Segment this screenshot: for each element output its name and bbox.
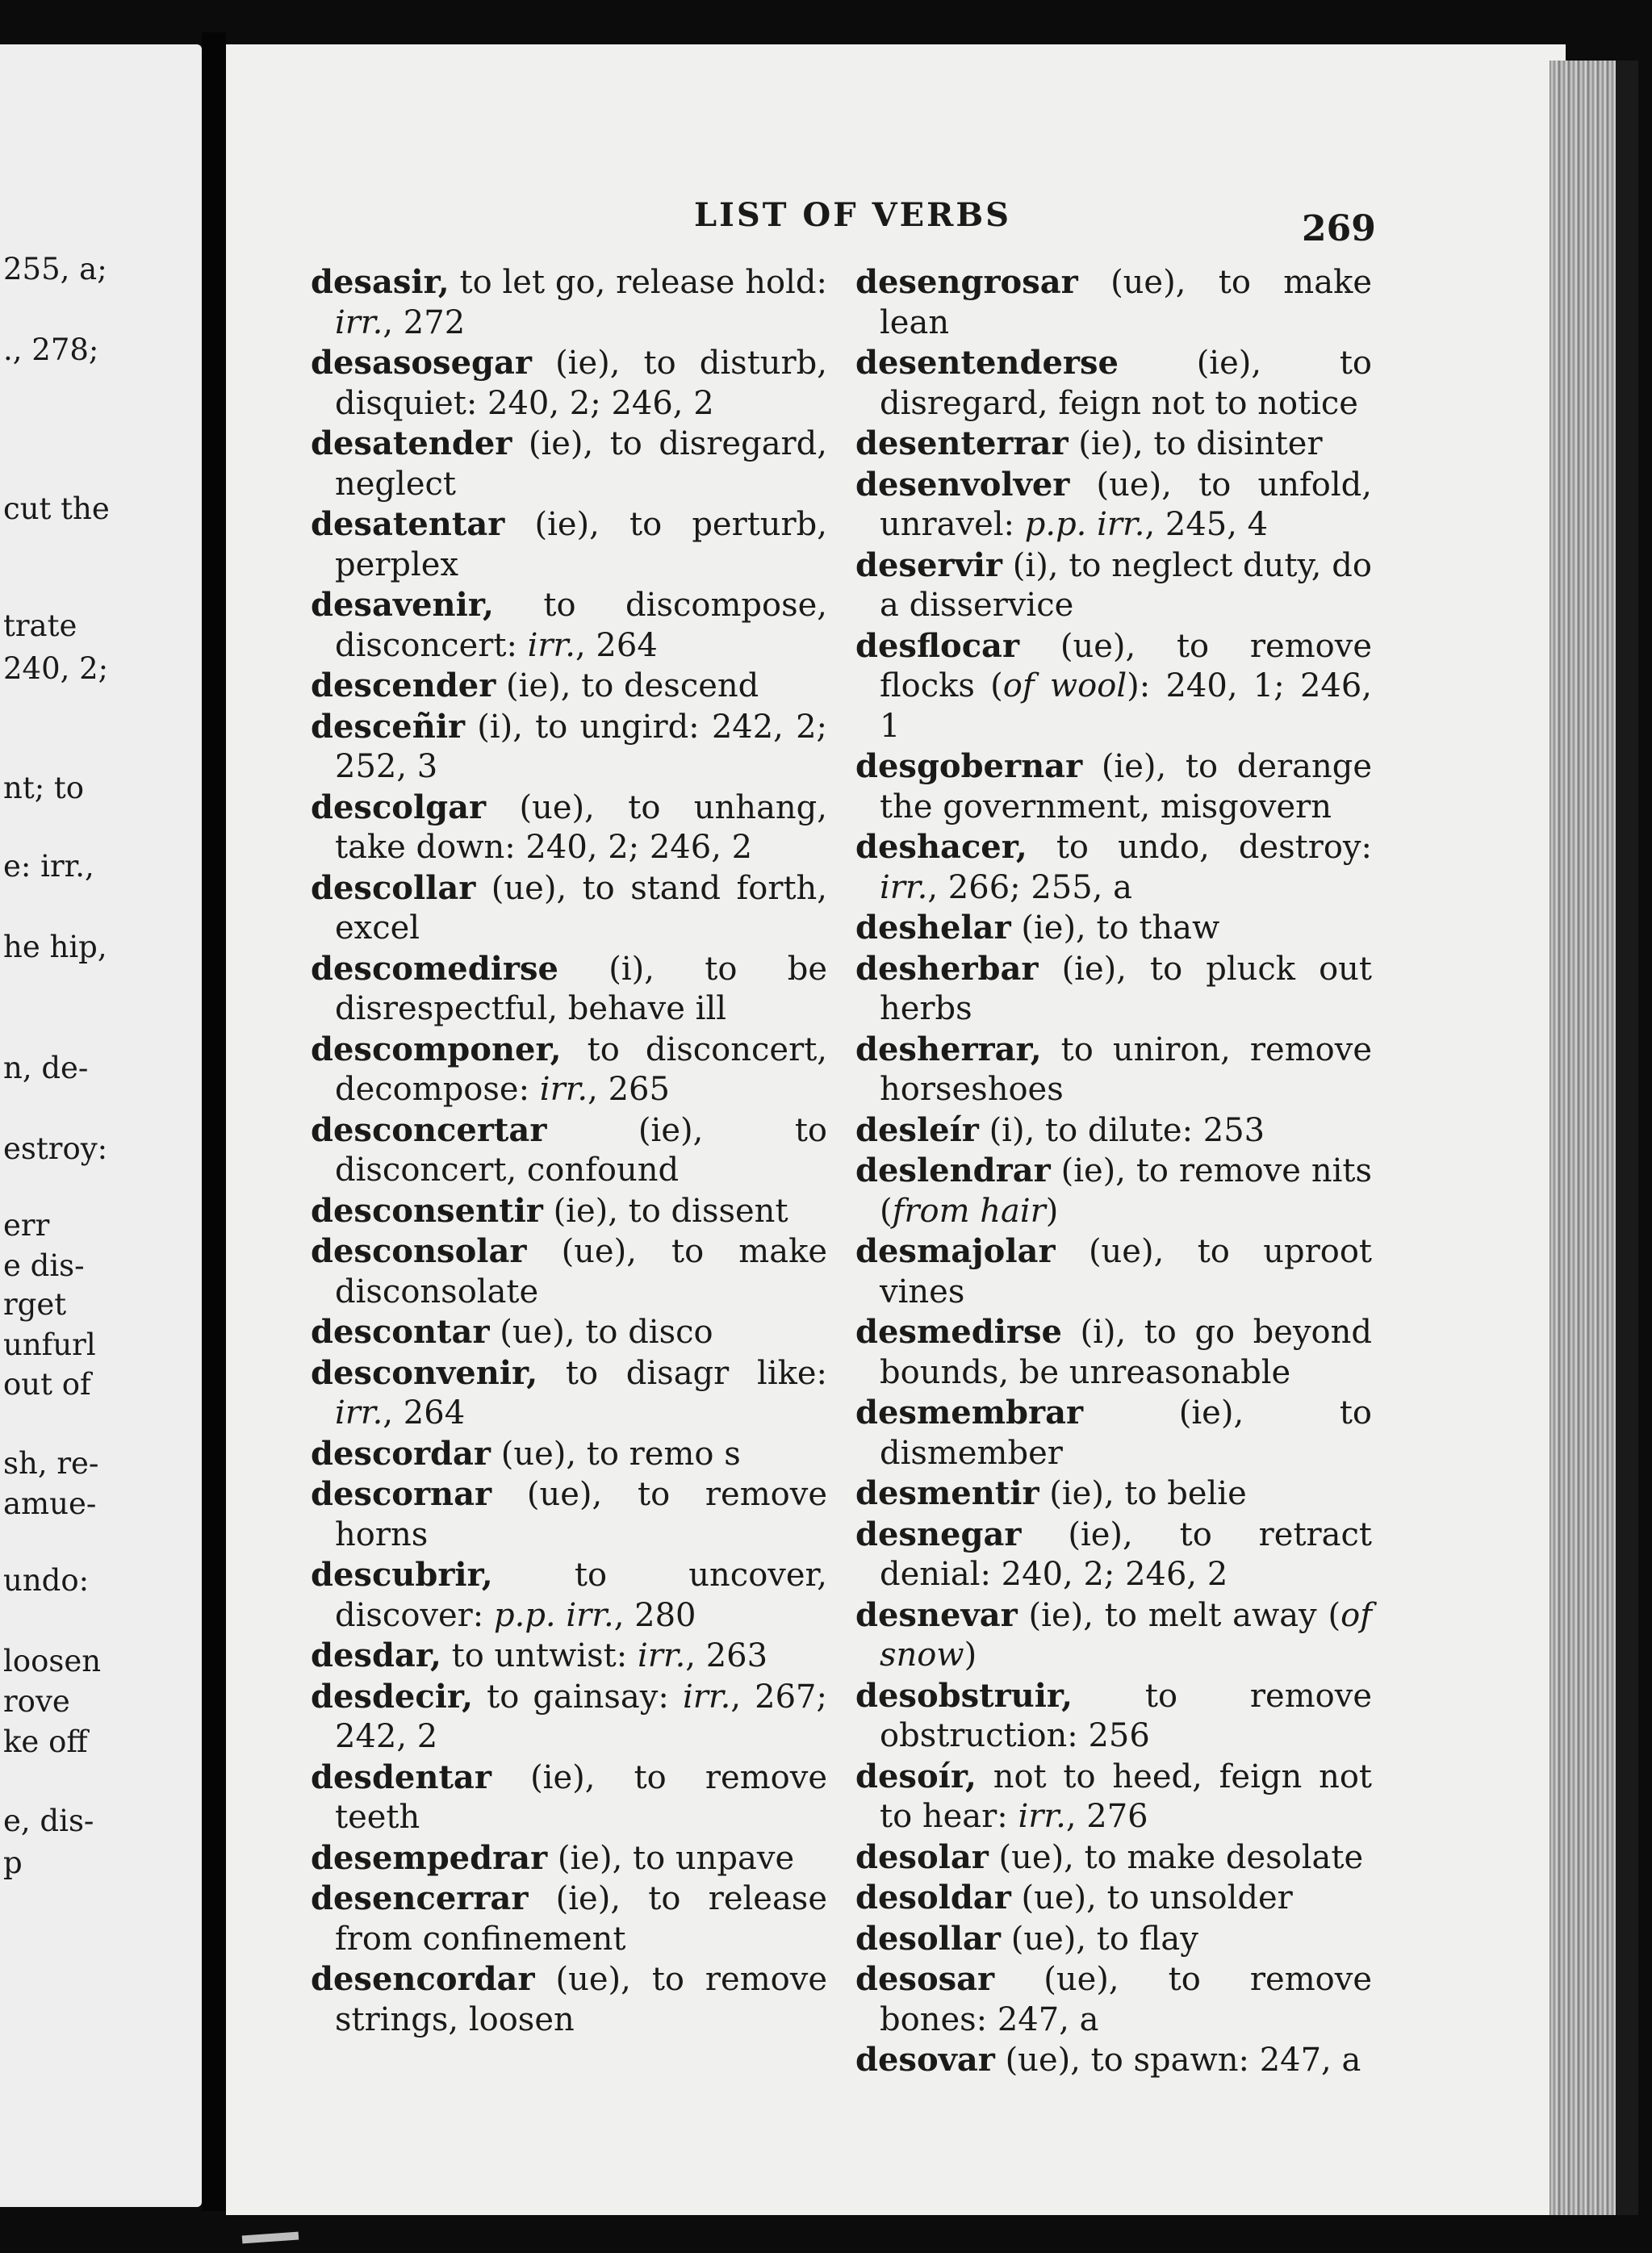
verb-headword: descontar — [311, 1313, 490, 1351]
verb-definition: (ue), to unhang, take down: 240, 2; 246, 2 — [335, 788, 827, 866]
verb-definition: (ie), to disinter — [1068, 425, 1323, 462]
verb-reference: , 264 — [575, 626, 658, 664]
facing-page-fragment: p — [3, 1845, 23, 1880]
verb-definition: to gainsay: — [473, 1678, 683, 1716]
verb-definition: (ue), to remove horns — [335, 1476, 827, 1553]
verb-definition: (ue), to stand forth, excel — [335, 869, 827, 947]
verb-entry — [311, 1555, 827, 1636]
verb-headword: desmembrar — [855, 1394, 1084, 1432]
verb-definition: (i), to dilute: 253 — [978, 1111, 1265, 1149]
verb-headword: desoír, — [855, 1757, 977, 1795]
verb-headword: descomedirse — [311, 949, 558, 988]
page-edges — [1550, 61, 1638, 2215]
verb-entry — [855, 1393, 1372, 1473]
verb-headword: desatentar — [311, 505, 505, 543]
verb-headword: desengrosar — [855, 263, 1078, 301]
verb-definition: (ie), to dismember — [880, 1394, 1372, 1472]
verb-headword: desentenderse — [855, 344, 1119, 382]
verb-definition: (i), to neglect duty, do a disservice — [880, 546, 1372, 624]
verb-headword: desleír — [855, 1110, 979, 1149]
verb-headword: deshacer, — [855, 828, 1027, 866]
verb-entry — [311, 343, 827, 424]
entries-column-right — [855, 262, 1372, 2081]
verb-headword: desconsentir — [311, 1191, 543, 1230]
verb-entry — [855, 1959, 1372, 2040]
verb-headword: descornar — [311, 1475, 492, 1513]
verb-reference: , 267; 242, 2 — [335, 1678, 827, 1755]
facing-page-fragment: undo: — [3, 1563, 90, 1598]
verb-entry — [855, 1878, 1372, 1919]
verb-entry — [311, 1959, 827, 2040]
verb-entry — [311, 1434, 827, 1475]
verb-definition: to uncover, discover: — [335, 1557, 827, 1634]
verb-entry — [311, 868, 827, 949]
verb-reference: , 264 — [383, 1394, 466, 1432]
verb-note: irr. — [335, 1394, 383, 1432]
verb-definition: to undo, destroy: — [1027, 829, 1372, 866]
verb-entry — [311, 788, 827, 868]
verb-definition: to disagr like: — [537, 1354, 827, 1392]
verb-entry — [311, 1312, 827, 1353]
verb-entry — [855, 545, 1372, 626]
verb-entry — [855, 1515, 1372, 1595]
verb-definition: (ie), to retract denial: 240, 2; 246, 2 — [880, 1515, 1372, 1593]
verb-entry — [311, 1353, 827, 1434]
verb-entry — [311, 1474, 827, 1555]
verb-entry — [311, 1030, 827, 1110]
verb-headword: descender — [311, 667, 496, 704]
verb-entry — [855, 424, 1372, 465]
verb-headword: deservir — [855, 545, 1002, 584]
verb-entry — [855, 1757, 1372, 1837]
verb-note: from hair — [892, 1192, 1046, 1230]
verb-definition: (ue), to flay — [1001, 1920, 1198, 1958]
verb-definition: (ie), to remove nits ( — [880, 1152, 1372, 1230]
verb-entry — [311, 504, 827, 585]
verb-headword: desavenir, — [311, 586, 494, 624]
facing-page-fragment: err — [3, 1208, 50, 1243]
verb-note: of wool — [1002, 667, 1127, 704]
verb-note: p.p. irr. — [494, 1596, 614, 1634]
verb-reference: , 280 — [613, 1596, 696, 1634]
verb-definition: (ue), to remove strings, loosen — [335, 1961, 827, 2038]
verb-entry — [855, 465, 1372, 545]
facing-page-fragment: loosen — [3, 1644, 102, 1678]
verb-headword: desenvolver — [855, 465, 1070, 504]
verb-definition: (ie), to disregard, feign not to notice — [880, 345, 1372, 422]
verb-entry — [855, 1030, 1372, 1110]
verb-definition: (ue), to disco — [489, 1314, 713, 1351]
verb-definition: (i), to ungird: 242, 2; 252, 3 — [335, 708, 827, 785]
verb-definition: (i), to be disrespectful, behave ill — [335, 950, 827, 1027]
verb-entry — [311, 262, 827, 343]
facing-page-fragment: ke off — [3, 1724, 88, 1759]
verb-headword: descolgar — [311, 788, 487, 826]
verb-reference: , 265 — [588, 1071, 670, 1108]
verb-entry — [311, 1191, 827, 1232]
verb-reference: , 272 — [383, 303, 466, 341]
verb-definition: (ie), to disturb, disquiet: 240, 2; 246, 2 — [335, 345, 827, 422]
facing-page-fragment: trate — [3, 608, 77, 643]
verb-headword: desdecir, — [311, 1677, 473, 1716]
facing-page-fragment: n, de- — [3, 1051, 89, 1085]
verb-headword: descordar — [311, 1434, 491, 1473]
verb-headword: desempedrar — [311, 1838, 548, 1877]
verb-note: of snow — [880, 1596, 1372, 1674]
verb-entry — [311, 1110, 827, 1191]
facing-page-fragment: amue- — [3, 1486, 97, 1521]
verb-definition: (ie), to dissent — [542, 1192, 788, 1230]
verb-definition: (ue), to remo s — [491, 1435, 741, 1473]
verb-headword: deshelar — [855, 909, 1011, 947]
verb-entry — [311, 1636, 827, 1677]
verb-definition: (ie), to disregard, neglect — [335, 425, 827, 503]
verb-headword: desconcertar — [311, 1110, 547, 1149]
verb-definition: (ie), to derange the government, misgovern — [880, 748, 1372, 826]
verb-definition: (ue), to spawn: 247, a — [994, 2042, 1361, 2079]
verb-definition: to discompose, disconcert: — [335, 587, 827, 664]
facing-page-fragment: he hip, — [3, 930, 107, 964]
verb-definition: to disconcert, decompose: — [335, 1030, 827, 1108]
verb-entry — [855, 1837, 1372, 1879]
facing-page-fragment: unfurl — [3, 1327, 96, 1362]
verb-definition: (ie), to perturb, perplex — [335, 506, 827, 583]
verb-entry — [855, 1110, 1372, 1152]
verb-entry — [855, 1595, 1372, 1676]
verb-entry — [311, 1758, 827, 1838]
verb-headword: desencerrar — [311, 1879, 529, 1917]
verb-definition: (ue), to make lean — [880, 264, 1372, 341]
verb-definition: not to heed, feign not to hear: — [880, 1758, 1372, 1835]
scan-artifact — [242, 2232, 299, 2244]
facing-page-fragment: e dis- — [3, 1248, 85, 1283]
verb-entry — [855, 746, 1372, 827]
facing-page-fragment: nt; to — [3, 771, 85, 805]
verb-note: irr. — [1018, 1798, 1066, 1835]
facing-page-fragment: 240, 2; — [3, 651, 109, 686]
facing-page-left — [0, 44, 202, 2207]
facing-page-fragment: rget — [3, 1287, 67, 1322]
verb-entry — [311, 1677, 827, 1758]
verb-definition: (ue), to make disconsolate — [335, 1233, 827, 1310]
verb-definition: (ie), to melt away ( — [1017, 1596, 1341, 1634]
verb-definition: to untwist: — [441, 1637, 638, 1674]
verb-definition: (ie), to unpave — [547, 1839, 795, 1877]
verb-entry — [311, 1838, 827, 1879]
verb-entry — [855, 626, 1372, 747]
verb-note: irr. — [880, 868, 928, 906]
page-number: 269 — [1302, 208, 1376, 249]
verb-headword: desencordar — [311, 1960, 535, 1998]
running-head: LIST OF VERBS — [694, 196, 1012, 234]
verb-entry — [855, 1312, 1372, 1393]
facing-page-fragment: cut the — [3, 491, 110, 526]
verb-definition: (ie), to disconcert, confound — [335, 1111, 827, 1189]
verb-entry — [311, 666, 827, 707]
verb-definition: (ue), to remove bones: 247, a — [880, 1961, 1372, 2038]
verb-definition: (ie), to pluck out herbs — [880, 950, 1372, 1027]
verb-definition: (ie), to descend — [496, 667, 759, 704]
verb-definition: (i), to go beyond bounds, be unreasonable — [880, 1314, 1372, 1391]
verb-headword: desdar, — [311, 1636, 441, 1674]
verb-headword: desenterrar — [855, 424, 1069, 462]
facing-page-fragment: estroy: — [3, 1131, 108, 1166]
verb-headword: desherrar, — [855, 1030, 1042, 1068]
verb-reference: , 263 — [685, 1637, 768, 1674]
verb-note: irr. — [335, 303, 383, 341]
verb-definition: (ue), to make desolate — [988, 1838, 1364, 1876]
verb-entry — [855, 262, 1372, 343]
verb-definition: (ie), to thaw — [1010, 909, 1220, 947]
facing-page-fragment: rove — [3, 1684, 70, 1719]
verb-headword: desasir, — [311, 263, 450, 301]
verb-headword: desconsolar — [311, 1232, 527, 1270]
verb-reference: ) — [1045, 1192, 1059, 1230]
facing-page-fragment: 255, a; — [3, 252, 107, 286]
verb-headword: desceñir — [311, 707, 466, 746]
verb-headword: desolar — [855, 1837, 989, 1876]
verb-definition: (ue), to uproot vines — [880, 1233, 1372, 1310]
verb-headword: desmajolar — [855, 1232, 1056, 1270]
verb-entry — [311, 1879, 827, 1959]
verb-note: p.p. irr. — [1024, 506, 1145, 543]
verb-entry — [855, 1676, 1372, 1757]
verb-definition: to let go, release hold: — [449, 264, 827, 301]
verb-entry — [311, 585, 827, 666]
verb-note: irr. — [527, 626, 575, 664]
verb-definition: (ue), to unfold, unravel: — [880, 466, 1372, 543]
verb-note: irr. — [539, 1071, 588, 1108]
verb-entry — [855, 908, 1372, 949]
verb-headword: desnevar — [855, 1595, 1018, 1634]
verb-headword: desobstruir, — [855, 1676, 1073, 1715]
verb-headword: descubrir, — [311, 1556, 493, 1594]
verb-headword: desdentar — [311, 1758, 491, 1796]
verb-headword: deslendrar — [855, 1152, 1051, 1189]
entries-column-left — [311, 262, 827, 2040]
verb-definition: to remove obstruction: 256 — [880, 1677, 1372, 1754]
verb-headword: desherbar — [855, 949, 1039, 988]
verb-headword: desasosegar — [311, 344, 532, 382]
verb-entry — [855, 1919, 1372, 1960]
verb-headword: desmedirse — [855, 1313, 1062, 1351]
facing-page-fragment: out of — [3, 1367, 91, 1402]
facing-page-fragment: e, dis- — [3, 1804, 94, 1838]
verb-definition: (ie), to belie — [1039, 1475, 1247, 1512]
verb-headword: desoldar — [855, 1879, 1011, 1917]
verb-note: irr. — [637, 1637, 686, 1674]
verb-headword: desgobernar — [855, 747, 1083, 785]
verb-entry — [311, 1231, 827, 1312]
verb-entry — [855, 1151, 1372, 1231]
verb-entry — [855, 949, 1372, 1030]
verb-definition: (ue), to remove flocks ( — [880, 627, 1372, 704]
verb-headword: desnegar — [855, 1515, 1022, 1553]
facing-page-fragment: ., 278; — [3, 332, 99, 367]
verb-headword: descollar — [311, 868, 476, 907]
verb-reference: , 276 — [1065, 1798, 1148, 1835]
verb-entry — [855, 1231, 1372, 1312]
verb-headword: desovar — [855, 2041, 995, 2079]
verb-reference: , 266; 255, a — [927, 868, 1132, 906]
verb-reference: ) — [964, 1636, 977, 1674]
verb-headword: desmentir — [855, 1474, 1039, 1512]
verb-headword: desatender — [311, 424, 512, 462]
verb-headword: descomponer, — [311, 1030, 562, 1068]
verb-headword: desconvenir, — [311, 1353, 538, 1392]
verb-note: irr. — [682, 1678, 731, 1716]
book-gutter — [202, 32, 226, 2211]
verb-entry — [855, 343, 1372, 424]
verb-entry — [311, 949, 827, 1030]
verb-entry — [855, 2040, 1372, 2081]
verb-entry — [311, 707, 827, 788]
verb-headword: desflocar — [855, 626, 1020, 665]
verb-entry — [311, 424, 827, 504]
verb-definition: (ie), to remove teeth — [335, 1758, 827, 1836]
verb-definition: to uniron, remove horseshoes — [880, 1030, 1372, 1108]
verb-entry — [855, 827, 1372, 908]
verb-reference: , 245, 4 — [1144, 506, 1269, 543]
verb-definition: (ue), to unsolder — [1010, 1879, 1293, 1917]
verb-reference: ): 240, 1; 246, 1 — [880, 667, 1373, 745]
verb-definition: (ie), to release from confinement — [335, 1880, 827, 1958]
verb-headword: desollar — [855, 1919, 1001, 1958]
verb-entry — [855, 1473, 1372, 1515]
facing-page-fragment: sh, re- — [3, 1446, 99, 1481]
facing-page-fragment: e: irr., — [3, 849, 94, 884]
verb-headword: desosar — [855, 1960, 995, 1998]
